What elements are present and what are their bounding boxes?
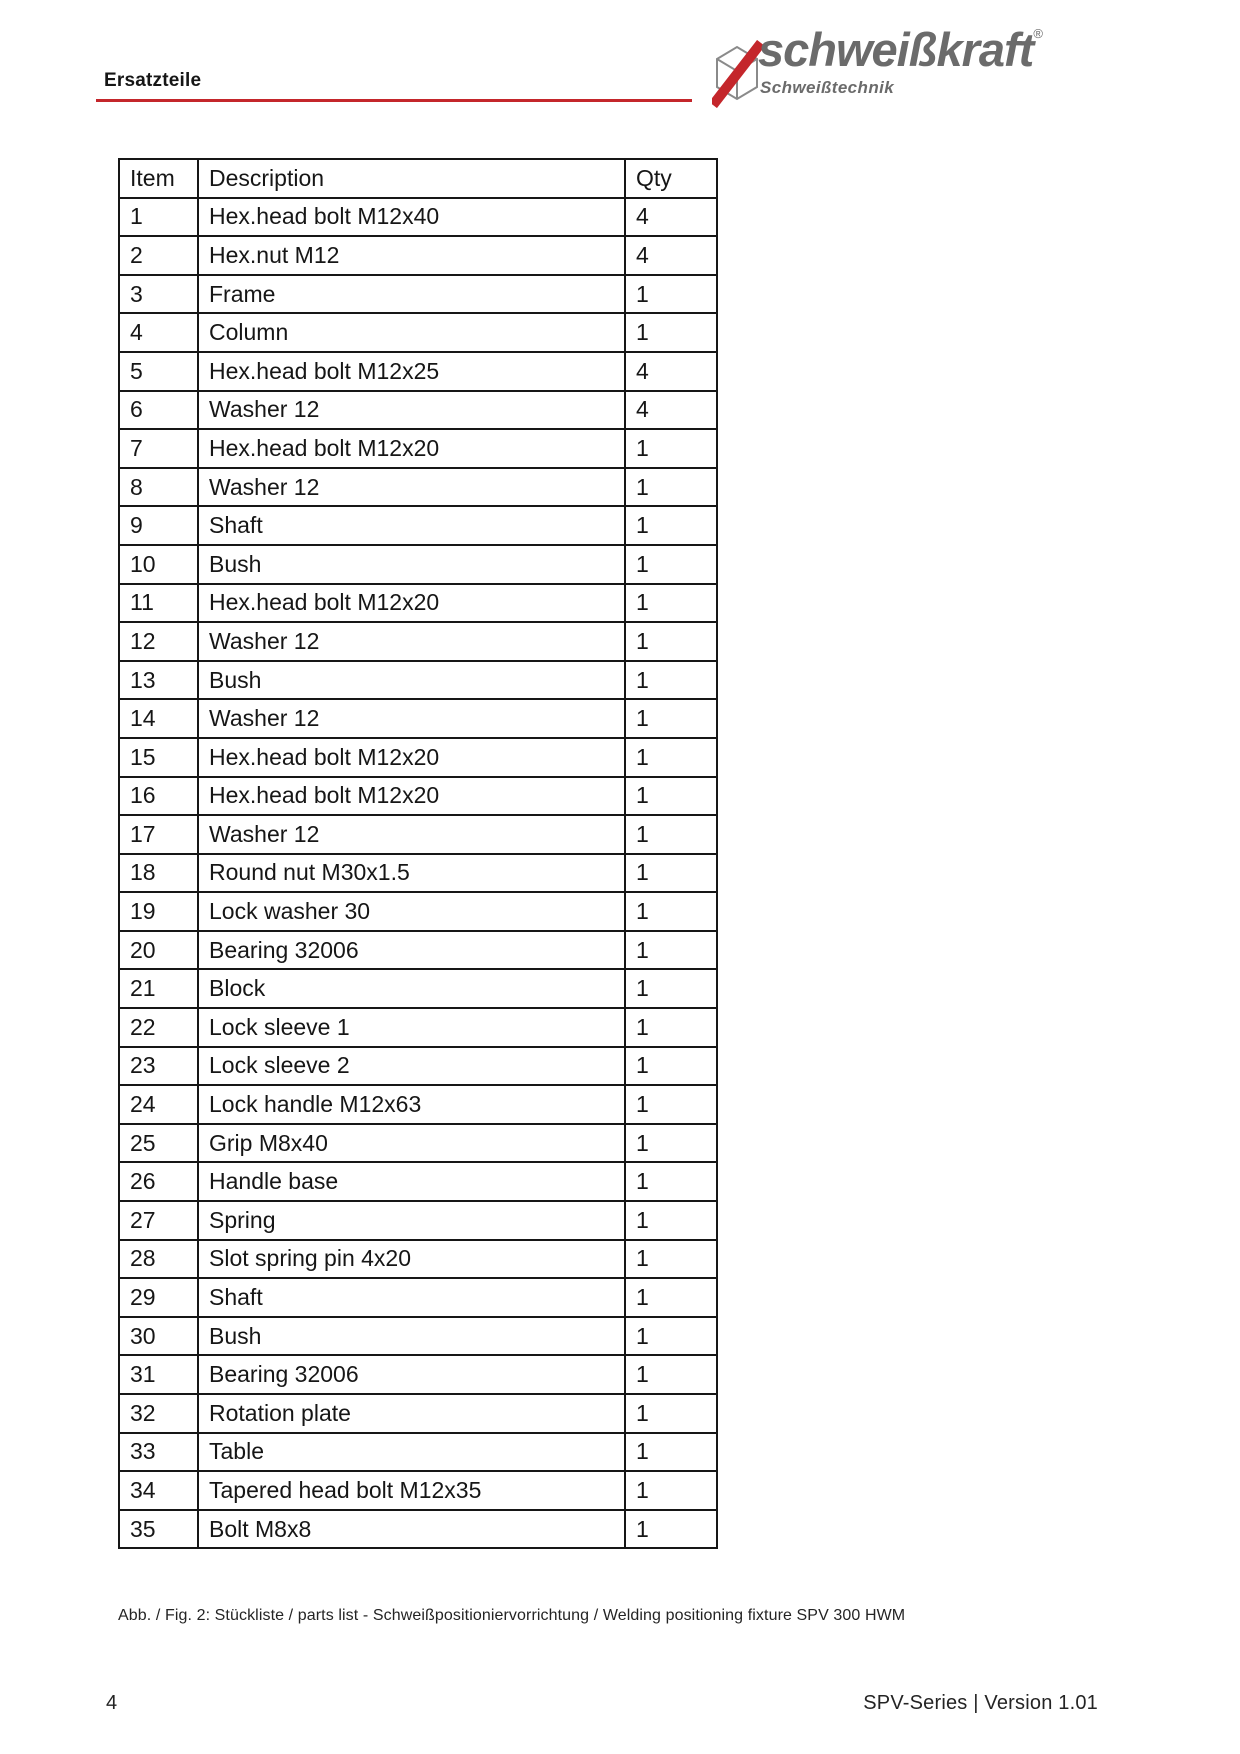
qty-cell: 1 [625, 1162, 717, 1201]
table-row [119, 1240, 717, 1279]
qty-cell: 1 [625, 468, 717, 507]
item-cell: 33 [119, 1433, 198, 1472]
item-column-header: Item [119, 159, 198, 198]
qty-cell: 1 [625, 738, 717, 777]
qty-cell: 1 [625, 429, 717, 468]
table-row [119, 1510, 717, 1549]
logo-subtitle: Schweißtechnik [760, 78, 895, 97]
parts-table-header [119, 159, 717, 198]
item-cell: 5 [119, 352, 198, 391]
parts-table [118, 158, 718, 1549]
item-cell: 13 [119, 661, 198, 700]
item-cell: 3 [119, 275, 198, 314]
item-cell: 35 [119, 1510, 198, 1549]
table-row [119, 969, 717, 1008]
table-row [119, 1008, 717, 1047]
table-row [119, 1162, 717, 1201]
qty-cell: 1 [625, 777, 717, 816]
item-cell: 15 [119, 738, 198, 777]
description-cell: Washer 12 [198, 468, 625, 507]
description-cell: Lock washer 30 [198, 892, 625, 931]
item-cell: 4 [119, 313, 198, 352]
table-row [119, 661, 717, 700]
description-cell: Washer 12 [198, 391, 625, 430]
qty-cell: 1 [625, 1317, 717, 1356]
table-row [119, 584, 717, 623]
description-cell: Block [198, 969, 625, 1008]
item-cell: 12 [119, 622, 198, 661]
description-cell: Lock handle M12x63 [198, 1085, 625, 1124]
qty-cell: 1 [625, 1510, 717, 1549]
item-cell: 22 [119, 1008, 198, 1047]
item-cell: 11 [119, 584, 198, 623]
description-cell: Hex.head bolt M12x40 [198, 198, 625, 237]
description-cell: Bolt M8x8 [198, 1510, 625, 1549]
table-row [119, 738, 717, 777]
description-cell: Bush [198, 1317, 625, 1356]
qty-cell: 1 [625, 699, 717, 738]
description-cell: Lock sleeve 1 [198, 1008, 625, 1047]
qty-cell: 1 [625, 1433, 717, 1472]
document-version-info: SPV-Series | Version 1.01 [863, 1692, 1098, 1714]
qty-cell: 1 [625, 1355, 717, 1394]
qty-cell: 1 [625, 584, 717, 623]
item-cell: 19 [119, 892, 198, 931]
description-cell: Shaft [198, 506, 625, 545]
table-row [119, 1317, 717, 1356]
table-row [119, 352, 717, 391]
logo-brand-name: schweißkraft [758, 23, 1034, 76]
qty-cell: 1 [625, 892, 717, 931]
item-cell: 32 [119, 1394, 198, 1433]
description-cell: Frame [198, 275, 625, 314]
item-cell: 23 [119, 1047, 198, 1086]
figure-caption: Abb. / Fig. 2: Stückliste / parts list - Schweißpositioniervorrichtung / Welding positioning fixture SPV 300 HWM [118, 1607, 906, 1624]
description-cell: Tapered head bolt M12x35 [198, 1471, 625, 1510]
description-cell: Shaft [198, 1278, 625, 1317]
qty-cell: 4 [625, 236, 717, 275]
table-row [119, 815, 717, 854]
qty-cell: 1 [625, 275, 717, 314]
description-cell: Grip M8x40 [198, 1124, 625, 1163]
item-cell: 7 [119, 429, 198, 468]
description-column-header: Description [198, 159, 625, 198]
item-cell: 25 [119, 1124, 198, 1163]
item-cell: 8 [119, 468, 198, 507]
item-cell: 9 [119, 506, 198, 545]
table-row [119, 1471, 717, 1510]
table-row [119, 391, 717, 430]
item-cell: 20 [119, 931, 198, 970]
table-row [119, 506, 717, 545]
brand-logo [712, 23, 1172, 118]
item-cell: 24 [119, 1085, 198, 1124]
item-cell: 1 [119, 198, 198, 237]
section-title: Ersatzteile [104, 70, 202, 91]
description-cell: Bush [198, 661, 625, 700]
qty-cell: 1 [625, 1240, 717, 1279]
description-cell: Hex.nut M12 [198, 236, 625, 275]
table-row [119, 313, 717, 352]
description-cell: Bearing 32006 [198, 931, 625, 970]
qty-cell: 1 [625, 1085, 717, 1124]
item-cell: 31 [119, 1355, 198, 1394]
description-cell: Slot spring pin 4x20 [198, 1240, 625, 1279]
table-row [119, 622, 717, 661]
table-row [119, 275, 717, 314]
qty-cell: 1 [625, 931, 717, 970]
description-cell: Hex.head bolt M12x20 [198, 738, 625, 777]
description-cell: Hex.head bolt M12x25 [198, 352, 625, 391]
description-cell: Rotation plate [198, 1394, 625, 1433]
table-row [119, 198, 717, 237]
item-cell: 26 [119, 1162, 198, 1201]
qty-cell: 1 [625, 815, 717, 854]
qty-cell: 1 [625, 969, 717, 1008]
table-row [119, 429, 717, 468]
table-row [119, 699, 717, 738]
qty-cell: 1 [625, 545, 717, 584]
table-row [119, 1201, 717, 1240]
qty-cell: 1 [625, 1471, 717, 1510]
qty-cell: 1 [625, 1278, 717, 1317]
table-row [119, 777, 717, 816]
qty-cell: 1 [625, 506, 717, 545]
qty-cell: 4 [625, 391, 717, 430]
table-row [119, 1124, 717, 1163]
qty-cell: 1 [625, 661, 717, 700]
item-cell: 17 [119, 815, 198, 854]
item-cell: 10 [119, 545, 198, 584]
parts-table-body [119, 198, 717, 1549]
table-row [119, 931, 717, 970]
description-cell: Bush [198, 545, 625, 584]
table-row [119, 1394, 717, 1433]
description-cell: Hex.head bolt M12x20 [198, 777, 625, 816]
description-cell: Handle base [198, 1162, 625, 1201]
qty-cell: 1 [625, 622, 717, 661]
item-cell: 6 [119, 391, 198, 430]
table-row [119, 1355, 717, 1394]
item-cell: 16 [119, 777, 198, 816]
logo-text [758, 22, 1042, 77]
description-cell: Column [198, 313, 625, 352]
item-cell: 27 [119, 1201, 198, 1240]
description-cell: Round nut M30x1.5 [198, 854, 625, 893]
item-cell: 30 [119, 1317, 198, 1356]
qty-cell: 4 [625, 198, 717, 237]
qty-column-header: Qty [625, 159, 717, 198]
qty-cell: 1 [625, 313, 717, 352]
qty-cell: 1 [625, 1008, 717, 1047]
qty-cell: 1 [625, 854, 717, 893]
qty-cell: 1 [625, 1394, 717, 1433]
qty-cell: 1 [625, 1047, 717, 1086]
description-cell: Table [198, 1433, 625, 1472]
description-cell: Hex.head bolt M12x20 [198, 429, 625, 468]
item-cell: 29 [119, 1278, 198, 1317]
item-cell: 28 [119, 1240, 198, 1279]
table-row [119, 854, 717, 893]
registered-mark: ® [1033, 26, 1042, 41]
table-row [119, 468, 717, 507]
table-row [119, 1047, 717, 1086]
description-cell: Spring [198, 1201, 625, 1240]
item-cell: 34 [119, 1471, 198, 1510]
qty-cell: 4 [625, 352, 717, 391]
table-row [119, 1433, 717, 1472]
item-cell: 21 [119, 969, 198, 1008]
table-row [119, 892, 717, 931]
page-number: 4 [106, 1692, 118, 1714]
header-row [119, 159, 717, 198]
header-rule [96, 99, 692, 102]
description-cell: Lock sleeve 2 [198, 1047, 625, 1086]
table-row [119, 236, 717, 275]
item-cell: 2 [119, 236, 198, 275]
table-row [119, 545, 717, 584]
description-cell: Washer 12 [198, 622, 625, 661]
description-cell: Hex.head bolt M12x20 [198, 584, 625, 623]
table-row [119, 1278, 717, 1317]
description-cell: Washer 12 [198, 815, 625, 854]
description-cell: Bearing 32006 [198, 1355, 625, 1394]
item-cell: 14 [119, 699, 198, 738]
item-cell: 18 [119, 854, 198, 893]
table-row [119, 1085, 717, 1124]
description-cell: Washer 12 [198, 699, 625, 738]
qty-cell: 1 [625, 1201, 717, 1240]
qty-cell: 1 [625, 1124, 717, 1163]
